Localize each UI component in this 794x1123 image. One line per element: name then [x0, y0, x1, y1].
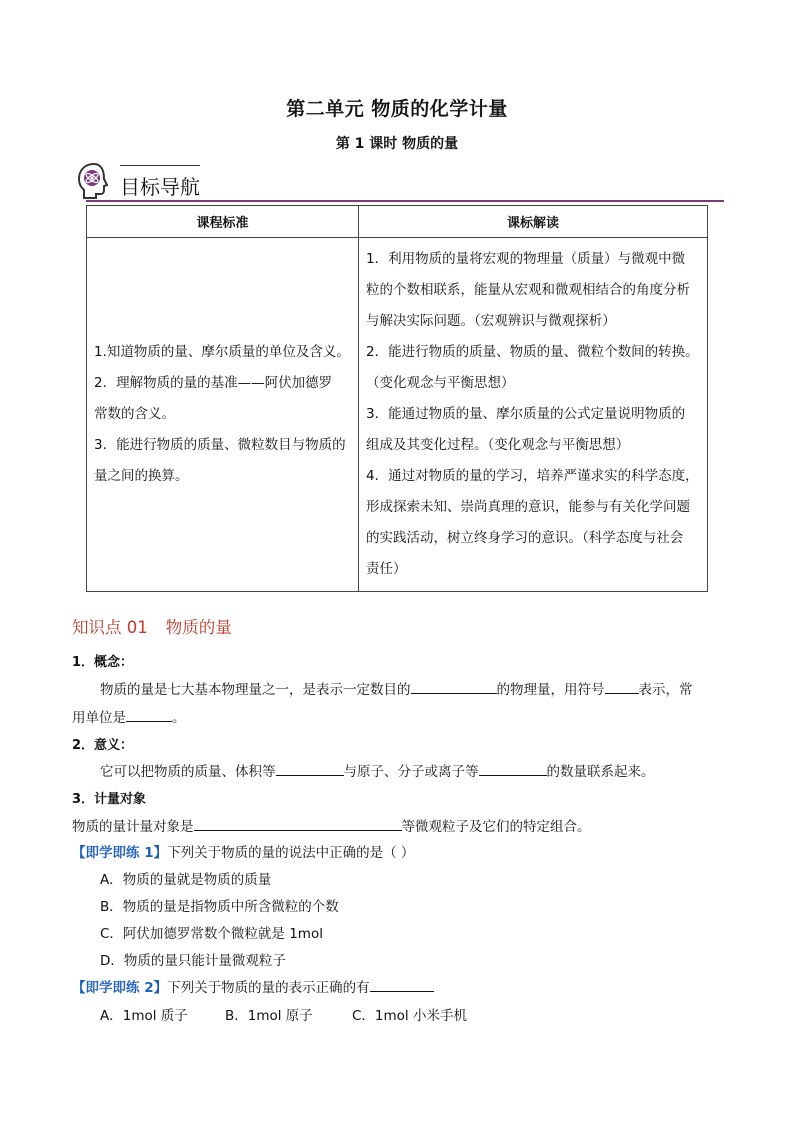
interpretation-line: 的实践活动，树立终身学习的意识。（科学态度与社会	[366, 530, 684, 546]
knowledge-point-title: 物质的量	[165, 618, 232, 637]
meaning-paragraph	[100, 760, 655, 780]
concept-text: 的物理量，用符号	[496, 682, 605, 698]
head-atom-icon	[76, 161, 112, 201]
table-row	[87, 238, 708, 592]
meaning-text: 与原子、分子或离子等	[343, 764, 479, 780]
knowledge-point-heading	[72, 614, 232, 638]
object-text: 物质的量计量对象是	[72, 819, 194, 835]
interpretation-line: 粒的个数相联系，能量从宏观和微观相结合的角度分析	[366, 282, 690, 298]
exercise-1-option-a[interactable]: A．物质的量就是物质的质量	[100, 872, 272, 888]
blank-field[interactable]	[126, 709, 172, 722]
curriculum-table	[86, 205, 708, 592]
concept-text: 物质的量是七大基本物理量之一，是表示一定数目的	[100, 682, 411, 698]
page-title: 第二单元 物质的化学计量	[286, 98, 508, 120]
meaning-label: 2．意义：	[72, 738, 134, 753]
interpretation-line: 2．能进行物质的质量、物质的量、微粒个数间的转换。	[366, 344, 699, 360]
standards-line: 量之间的换算。	[94, 468, 189, 484]
interpretation-line: 3．能通过物质的量、摩尔质量的公式定量说明物质的	[366, 406, 686, 422]
concept-paragraph-cont	[72, 706, 186, 726]
nav-heading: 目标导航	[120, 175, 200, 199]
exercise-1-option-c[interactable]: C．阿伏加德罗常数个微粒就是 1mol	[100, 926, 323, 942]
exercise-1-tag: 【即学即练 1】	[72, 845, 168, 861]
nav-overline	[120, 165, 200, 166]
interpretation-line: 形成探索未知、崇尚真理的意识，能参与有关化学问题	[366, 499, 690, 515]
interpretation-line: 4．通过对物质的量的学习，培养严谨求实的科学态度，	[366, 468, 699, 484]
standards-cell	[87, 238, 359, 592]
blank-field[interactable]	[194, 818, 402, 831]
interpretation-line: 与解决实际问题。（宏观辨识与微观探析）	[366, 313, 616, 329]
interpretation-line: （变化观念与平衡思想）	[366, 375, 515, 391]
exercise-1-option-b[interactable]: B．物质的量是指物质中所含微粒的个数	[100, 899, 339, 915]
meaning-text: 的数量联系起来。	[546, 764, 655, 780]
blank-field[interactable]	[479, 763, 547, 776]
interpretation-line: 责任）	[366, 561, 407, 577]
standards-line: 常数的含义。	[94, 406, 175, 422]
concept-text: 。	[172, 710, 186, 726]
exercise-2-option-b[interactable]: B．1mol 原子	[225, 1008, 313, 1024]
object-paragraph	[72, 815, 591, 835]
exercise-2-option-a[interactable]: A．1mol 质子	[100, 1008, 188, 1024]
concept-label: 1．概念：	[72, 655, 134, 670]
exercise-1-text: 下列关于物质的量的说法中正确的是（ ）	[167, 845, 415, 861]
table-header-standards: 课程标准	[87, 206, 359, 238]
table-header-interpretation: 课标解读	[359, 206, 708, 238]
interpretation-cell	[359, 238, 708, 592]
exercise-1-option-d[interactable]: D．物质的量只能计量微观粒子	[100, 953, 286, 969]
concept-text: 用单位是	[72, 710, 126, 726]
exercise-2-option-c[interactable]: C．1mol 小米手机	[352, 1008, 467, 1024]
standards-line: 2．理解物质的量的基准——阿伏加德罗	[94, 375, 333, 391]
exercise-2-question	[72, 976, 434, 996]
exercise-1-question	[72, 841, 414, 861]
interpretation-line: 组成及其变化过程。（变化观念与平衡思想）	[366, 437, 630, 453]
lesson-subtitle: 第 1 课时 物质的量	[335, 136, 459, 152]
blank-field[interactable]	[276, 763, 344, 776]
object-text: 等微观粒子及它们的特定组合。	[401, 819, 591, 835]
concept-text: 表示，常	[638, 682, 693, 698]
standards-line: 3．能进行物质的质量、微粒数目与物质的	[94, 437, 346, 453]
exercise-2-text: 下列关于物质的量的表示正确的有	[167, 980, 370, 996]
nav-divider	[86, 200, 724, 202]
blank-field[interactable]	[370, 979, 434, 992]
concept-paragraph	[100, 678, 693, 698]
standards-line: 1.知道物质的量、摩尔质量的单位及含义。	[94, 344, 350, 360]
knowledge-point-label: 知识点 01	[72, 618, 148, 637]
object-label: 3．计量对象	[72, 792, 147, 807]
meaning-text: 它可以把物质的质量、体积等	[100, 764, 276, 780]
interpretation-line: 1．利用物质的量将宏观的物理量（质量）与微观中微	[366, 251, 686, 267]
exercise-2-tag: 【即学即练 2】	[72, 980, 168, 996]
table-header-row	[87, 206, 708, 238]
blank-field[interactable]	[605, 681, 639, 694]
blank-field[interactable]	[411, 681, 497, 694]
